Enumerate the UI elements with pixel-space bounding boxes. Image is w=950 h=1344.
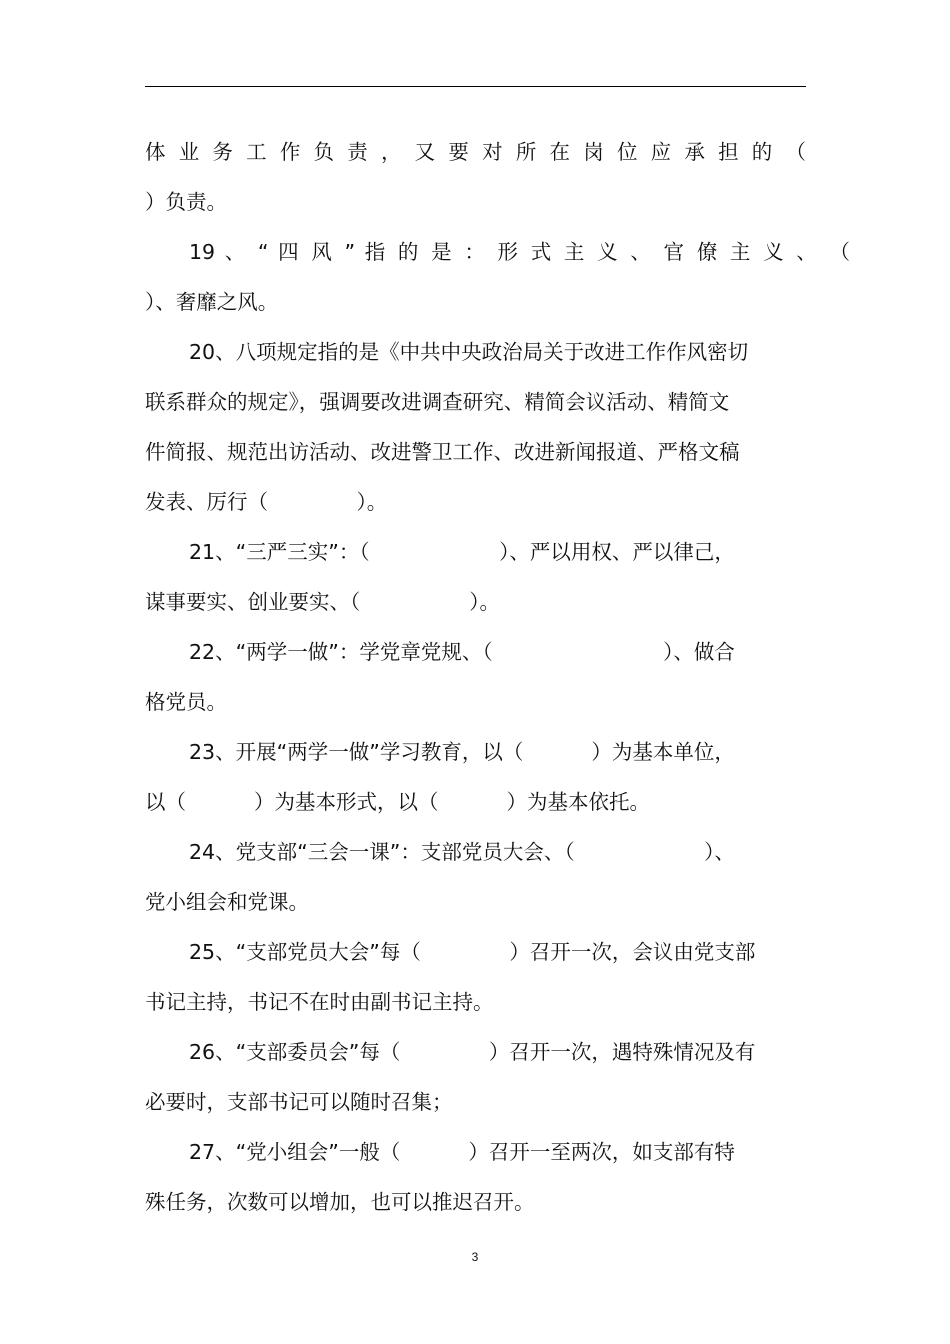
text-line: 21、“三严三实”：（ ）、严以用权、严以律己， <box>189 540 735 564</box>
text-line: 殊任务，次数可以增加，也可以推迟召开。 <box>145 1190 535 1214</box>
text-line: 25、“支部党员大会”每（ ）召开一次，会议由党支部 <box>189 940 756 964</box>
text-line: 以（ ）为基本形式，以（ ）为基本依托。 <box>145 790 651 814</box>
page-number: 3 <box>471 1250 479 1264</box>
text-line: 格党员。 <box>145 690 227 714</box>
text-line: 体 业 务 工 作 负 责 ， 又 要 对 所 在 岗 位 应 承 担 的 （ <box>145 140 806 164</box>
text-line: 件简报、规范出访活动、改进警卫工作、改进新闻报道、严格文稿 <box>145 440 740 464</box>
header-rule <box>145 86 806 87</box>
text-line: 谋事要实、创业要实、（ ）。 <box>145 590 501 614</box>
text-line: 24、党支部“三会一课”：支部党员大会、（ ）、 <box>189 840 735 864</box>
text-line: 党小组会和党课。 <box>145 890 309 914</box>
text-line: 23、开展“两学一做”学习教育，以（ ）为基本单位， <box>189 740 735 764</box>
text-line: 19 、 “ 四 风 ” 指 的 是 ： 形 式 主 义 、 官 僚 主 义 、 （ <box>189 240 850 264</box>
text-line: 必要时，支部书记可以随时召集； <box>145 1090 453 1114</box>
text-line: ）负责。 <box>145 190 227 214</box>
text-line: 20、八项规定指的是《中共中央政治局关于改进工作作风密切 <box>189 340 749 364</box>
text-line: 22、“两学一做”：学党章党规、（ ）、做合 <box>189 640 735 664</box>
text-line: 书记主持，书记不在时由副书记主持。 <box>145 990 494 1014</box>
text-line: ）、奢靡之风。 <box>145 290 279 314</box>
text-line: 27、“党小组会”一般（ ）召开一至两次，如支部有特 <box>189 1140 735 1164</box>
text-line: 26、“支部委员会”每（ ）召开一次，遇特殊情况及有 <box>189 1040 756 1064</box>
text-line: 联系群众的规定》，强调要改进调查研究、精简会议活动、精简文 <box>145 390 730 414</box>
text-line: 发表、厉行（ ）。 <box>145 490 388 514</box>
